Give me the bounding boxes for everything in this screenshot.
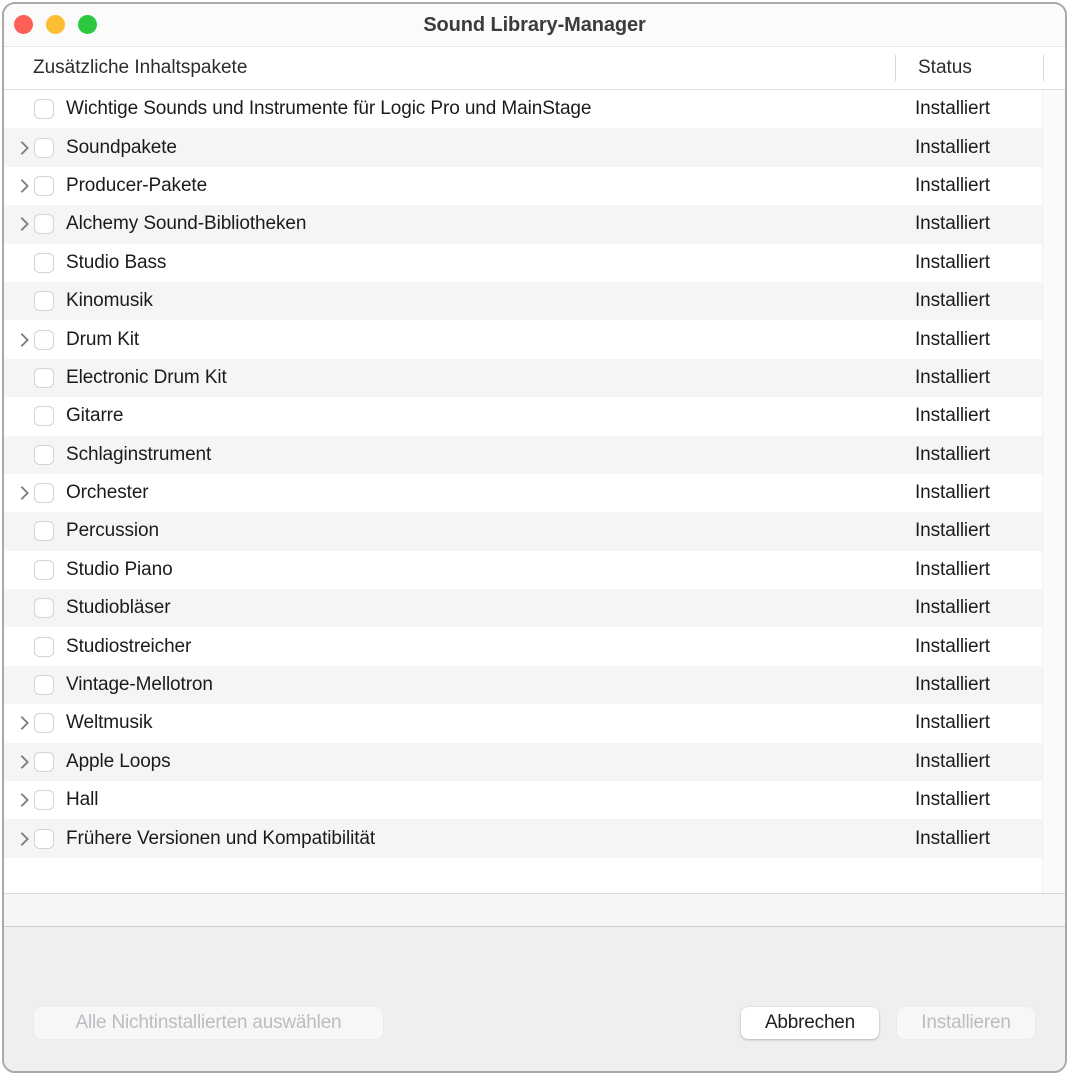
footer-band xyxy=(4,894,1065,926)
row-label: Studiostreicher xyxy=(66,635,192,657)
column-header-bar xyxy=(4,47,1065,90)
row-label: Wichtige Sounds und Instrumente für Logic Pro und MainStage xyxy=(66,98,592,120)
table-row[interactable] xyxy=(4,704,1042,742)
row-label: Studio Bass xyxy=(66,251,167,273)
chevron-right-icon[interactable] xyxy=(14,832,28,846)
row-checkbox[interactable] xyxy=(34,483,54,503)
row-status: Installiert xyxy=(915,712,990,734)
row-status: Installiert xyxy=(915,443,990,465)
row-status: Installiert xyxy=(915,136,990,158)
row-checkbox[interactable] xyxy=(34,330,54,350)
table-row[interactable] xyxy=(4,282,1042,320)
row-status: Installiert xyxy=(915,558,990,580)
select-all-uninstalled-button[interactable]: Alle Nichtinstallierten auswählen xyxy=(34,1007,383,1039)
row-label: Kinomusik xyxy=(66,290,153,312)
row-status: Installiert xyxy=(915,213,990,235)
row-checkbox[interactable] xyxy=(34,99,54,119)
table-row[interactable] xyxy=(4,244,1042,282)
row-label: Alchemy Sound-Bibliotheken xyxy=(66,213,307,235)
table-row[interactable] xyxy=(4,512,1042,550)
row-status: Installiert xyxy=(915,750,990,772)
cancel-button[interactable]: Abbrechen xyxy=(741,1007,879,1039)
row-label: Hall xyxy=(66,789,99,811)
table-row[interactable] xyxy=(4,359,1042,397)
row-label: Frühere Versionen und Kompatibilität xyxy=(66,827,376,849)
table-row[interactable] xyxy=(4,397,1042,435)
row-label: Electronic Drum Kit xyxy=(66,366,227,388)
table-row[interactable] xyxy=(4,666,1042,704)
column-divider xyxy=(1043,55,1044,81)
chevron-right-icon[interactable] xyxy=(14,179,28,193)
row-checkbox[interactable] xyxy=(34,214,54,234)
table-row[interactable] xyxy=(4,205,1042,243)
row-label: Gitarre xyxy=(66,405,124,427)
table-row[interactable] xyxy=(4,551,1042,589)
sound-library-manager-window xyxy=(2,2,1067,1073)
table-row[interactable] xyxy=(4,781,1042,819)
row-checkbox[interactable] xyxy=(34,713,54,733)
row-label: Drum Kit xyxy=(66,328,140,350)
row-status: Installiert xyxy=(915,290,990,312)
table-row[interactable] xyxy=(4,819,1042,857)
row-status: Installiert xyxy=(915,635,990,657)
row-status: Installiert xyxy=(915,98,990,120)
scrollbar-track xyxy=(1042,90,1065,893)
chevron-right-icon[interactable] xyxy=(14,332,28,346)
row-checkbox[interactable] xyxy=(34,637,54,657)
button-bar xyxy=(4,927,1065,1071)
row-label: Orchester xyxy=(66,482,149,504)
table-row[interactable] xyxy=(4,589,1042,627)
row-status: Installiert xyxy=(915,789,990,811)
chevron-right-icon[interactable] xyxy=(14,793,28,807)
chevron-right-icon[interactable] xyxy=(14,141,28,155)
row-status: Installiert xyxy=(915,674,990,696)
row-status: Installiert xyxy=(915,482,990,504)
package-list-container xyxy=(4,90,1065,894)
row-status: Installiert xyxy=(915,405,990,427)
install-button[interactable]: Installieren xyxy=(897,1007,1035,1039)
row-checkbox[interactable] xyxy=(34,138,54,158)
table-row[interactable] xyxy=(4,128,1042,166)
table-row[interactable] xyxy=(4,627,1042,665)
chevron-right-icon[interactable] xyxy=(14,486,28,500)
row-checkbox[interactable] xyxy=(34,829,54,849)
row-label: Percussion xyxy=(66,520,159,542)
chevron-right-icon[interactable] xyxy=(14,716,28,730)
chevron-right-icon[interactable] xyxy=(14,755,28,769)
row-status: Installiert xyxy=(915,827,990,849)
table-row[interactable] xyxy=(4,743,1042,781)
chevron-right-icon[interactable] xyxy=(14,217,28,231)
row-checkbox[interactable] xyxy=(34,752,54,772)
row-label: Studiobläser xyxy=(66,597,171,619)
window-title: Sound Library-Manager xyxy=(423,14,646,36)
column-header-status: Status xyxy=(918,57,972,78)
row-checkbox[interactable] xyxy=(34,675,54,695)
table-row[interactable] xyxy=(4,90,1042,128)
row-checkbox[interactable] xyxy=(34,406,54,426)
row-checkbox[interactable] xyxy=(34,521,54,541)
row-checkbox[interactable] xyxy=(34,790,54,810)
row-checkbox[interactable] xyxy=(34,253,54,273)
row-checkbox[interactable] xyxy=(34,368,54,388)
row-status: Installiert xyxy=(915,366,990,388)
row-status: Installiert xyxy=(915,328,990,350)
row-label: Weltmusik xyxy=(66,712,153,734)
row-status: Installiert xyxy=(915,174,990,196)
row-label: Producer-Pakete xyxy=(66,174,208,196)
titlebar xyxy=(4,4,1065,47)
row-label: Schlaginstrument xyxy=(66,443,212,465)
column-header-packages: Zusätzliche Inhaltspakete xyxy=(33,57,248,78)
row-label: Vintage-Mellotron xyxy=(66,674,213,696)
row-label: Studio Piano xyxy=(66,558,173,580)
package-list xyxy=(4,90,1042,858)
row-label: Apple Loops xyxy=(66,750,171,772)
row-checkbox[interactable] xyxy=(34,598,54,618)
row-checkbox[interactable] xyxy=(34,176,54,196)
row-checkbox[interactable] xyxy=(34,291,54,311)
row-status: Installiert xyxy=(915,251,990,273)
row-checkbox[interactable] xyxy=(34,445,54,465)
row-status: Installiert xyxy=(915,520,990,542)
row-checkbox[interactable] xyxy=(34,560,54,580)
table-row[interactable] xyxy=(4,320,1042,358)
column-divider xyxy=(895,55,896,81)
table-row[interactable] xyxy=(4,436,1042,474)
table-row[interactable] xyxy=(4,167,1042,205)
table-row[interactable] xyxy=(4,474,1042,512)
row-label: Soundpakete xyxy=(66,136,177,158)
row-status: Installiert xyxy=(915,597,990,619)
